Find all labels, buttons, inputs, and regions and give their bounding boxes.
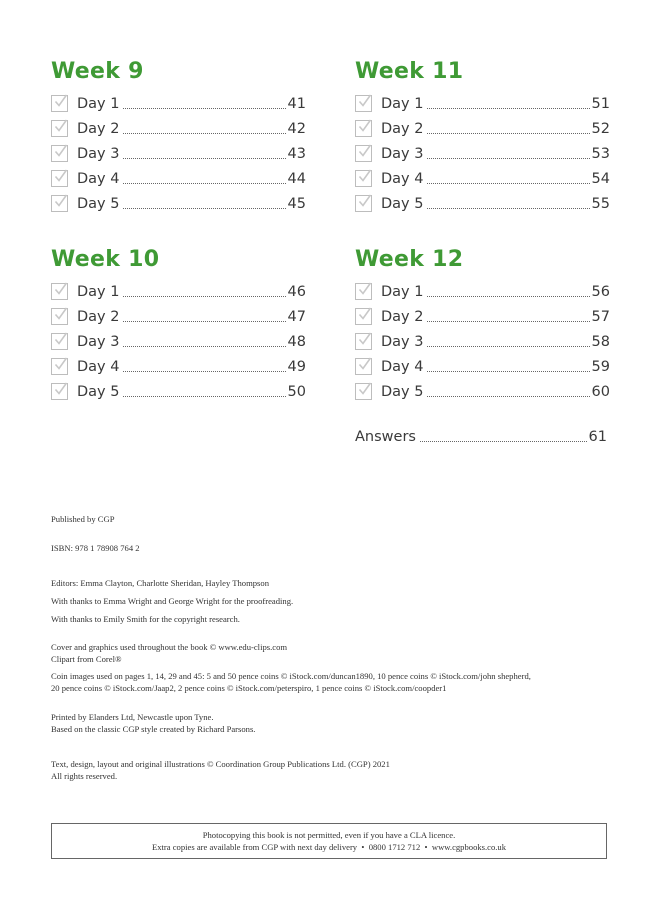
day-entry[interactable] <box>355 304 610 329</box>
day-entry[interactable] <box>355 141 610 166</box>
checkbox-icon[interactable] <box>355 170 372 187</box>
day-label: Day 2 <box>381 120 424 137</box>
leader-dots <box>123 108 285 109</box>
checkbox-icon[interactable] <box>51 308 68 325</box>
week-12-section <box>355 245 610 404</box>
leader-dots <box>123 346 285 347</box>
leader-dots <box>427 396 589 397</box>
day-label: Day 5 <box>77 195 120 212</box>
leader-dots <box>427 183 589 184</box>
page-number: 56 <box>591 283 610 300</box>
day-entry[interactable] <box>355 191 610 216</box>
checkbox-icon[interactable] <box>355 120 372 137</box>
leader-dots <box>123 208 285 209</box>
published-by: Published by CGP <box>51 514 115 524</box>
isbn: ISBN: 978 1 78908 764 2 <box>51 543 140 553</box>
page-number: 58 <box>591 333 610 350</box>
day-entry[interactable] <box>355 279 610 304</box>
checkbox-icon[interactable] <box>51 383 68 400</box>
day-entry[interactable] <box>51 91 306 116</box>
day-entry[interactable] <box>51 379 306 404</box>
day-entry[interactable] <box>355 354 610 379</box>
day-entry[interactable] <box>355 379 610 404</box>
day-entry[interactable] <box>51 166 306 191</box>
leader-dots <box>123 371 285 372</box>
day-label: Day 2 <box>381 308 424 325</box>
page-number: 41 <box>287 95 306 112</box>
page-number: 57 <box>591 308 610 325</box>
page-number: 52 <box>591 120 610 137</box>
leader-dots <box>427 108 589 109</box>
coins-credit-line2: 20 pence coins © iStock.com/Jaap2, 2 pence coins © iStock.com/peterspiro, 1 pence coins © iStock.com/coopder1 <box>51 683 447 693</box>
leader-dots <box>123 396 285 397</box>
checkbox-icon[interactable] <box>51 358 68 375</box>
week-10-section <box>51 245 306 404</box>
day-label: Day 2 <box>77 120 120 137</box>
day-label: Day 1 <box>381 283 424 300</box>
day-entry[interactable] <box>355 91 610 116</box>
checkbox-icon[interactable] <box>51 120 68 137</box>
photocopy-notice <box>51 823 607 859</box>
copyright: Text, design, layout and original illustrations © Coordination Group Publications Ltd. (CGP) 2021 <box>51 759 390 769</box>
clipart-credit: Clipart from Corel® <box>51 654 122 664</box>
leader-dots <box>427 371 589 372</box>
day-label: Day 3 <box>381 333 424 350</box>
week-title: Week 9 <box>51 59 144 84</box>
leader-dots <box>123 133 285 134</box>
leader-dots <box>123 158 285 159</box>
page-number: 43 <box>287 145 306 162</box>
day-label: Day 4 <box>77 358 120 375</box>
page-number: 46 <box>287 283 306 300</box>
day-entry[interactable] <box>51 354 306 379</box>
day-label: Day 5 <box>77 383 120 400</box>
page-number: 53 <box>591 145 610 162</box>
day-entry[interactable] <box>355 329 610 354</box>
printed-by: Printed by Elanders Ltd, Newcastle upon Tyne. <box>51 712 214 722</box>
leader-dots <box>427 296 589 297</box>
page-number: 60 <box>591 383 610 400</box>
page-number: 50 <box>287 383 306 400</box>
notice-line2: Extra copies are available from CGP with next day delivery • 0800 1712 712 • www.cgpbooks.co.uk <box>151 842 507 852</box>
day-label: Day 3 <box>381 145 424 162</box>
day-entry[interactable] <box>51 279 306 304</box>
checkbox-icon[interactable] <box>355 145 372 162</box>
day-label: Day 5 <box>381 383 424 400</box>
day-entry[interactable] <box>355 116 610 141</box>
week-9-section <box>51 57 306 216</box>
page-number: 49 <box>287 358 306 375</box>
day-entry[interactable] <box>51 304 306 329</box>
answers-entry[interactable] <box>355 424 607 449</box>
thanks-proofreading: With thanks to Emma Wright and George Wright for the proofreading. <box>51 596 294 606</box>
week-title: Week 12 <box>355 247 464 272</box>
checkbox-icon[interactable] <box>355 333 372 350</box>
answers-page: 61 <box>588 428 607 445</box>
week-title: Week 10 <box>51 247 160 272</box>
day-label: Day 4 <box>381 358 424 375</box>
week-title: Week 11 <box>355 59 464 84</box>
checkbox-icon[interactable] <box>51 145 68 162</box>
leader-dots <box>427 321 589 322</box>
day-label: Day 3 <box>77 333 120 350</box>
editors: Editors: Emma Clayton, Charlotte Sheridan, Hayley Thompson <box>51 578 269 588</box>
answers-label: Answers <box>355 428 416 445</box>
leader-dots <box>427 346 589 347</box>
leader-dots <box>427 133 589 134</box>
day-label: Day 1 <box>77 95 120 112</box>
day-label: Day 5 <box>381 195 424 212</box>
page-number: 55 <box>591 195 610 212</box>
day-entry[interactable] <box>51 141 306 166</box>
checkbox-icon[interactable] <box>355 195 372 212</box>
day-entry[interactable] <box>51 116 306 141</box>
leader-dots <box>427 208 589 209</box>
checkbox-icon[interactable] <box>51 95 68 112</box>
based-on: Based on the classic CGP style created by Richard Parsons. <box>51 724 256 734</box>
day-entry[interactable] <box>355 166 610 191</box>
checkbox-icon[interactable] <box>355 95 372 112</box>
checkbox-icon[interactable] <box>355 358 372 375</box>
day-label: Day 1 <box>77 283 120 300</box>
page-number: 47 <box>287 308 306 325</box>
rights-reserved: All rights reserved. <box>51 771 118 781</box>
leader-dots <box>123 321 285 322</box>
page-number: 42 <box>287 120 306 137</box>
day-entry[interactable] <box>51 329 306 354</box>
page-number: 59 <box>591 358 610 375</box>
leader-dots <box>123 296 285 297</box>
checkbox-icon[interactable] <box>355 308 372 325</box>
checkbox-icon[interactable] <box>51 333 68 350</box>
day-label: Day 4 <box>381 170 424 187</box>
page-number: 45 <box>287 195 306 212</box>
checkbox-icon[interactable] <box>51 283 68 300</box>
day-label: Day 2 <box>77 308 120 325</box>
checkbox-icon[interactable] <box>355 383 372 400</box>
notice-line1: Photocopying this book is not permitted, even if you have a CLA licence. <box>202 830 456 840</box>
week-11-section <box>355 57 610 216</box>
day-label: Day 4 <box>77 170 120 187</box>
day-label: Day 3 <box>77 145 120 162</box>
page-number: 54 <box>591 170 610 187</box>
page-number: 48 <box>287 333 306 350</box>
coins-credit-line1: Coin images used on pages 1, 14, 29 and 45: 5 and 50 pence coins © iStock.com/duncan1890, 10 pence coins © iStock.com/john shepherd, <box>51 671 531 681</box>
day-label: Day 1 <box>381 95 424 112</box>
day-entry[interactable] <box>51 191 306 216</box>
leader-dots <box>123 183 285 184</box>
leader-dots <box>420 441 587 442</box>
cover-graphics-credit: Cover and graphics used throughout the book © www.edu-clips.com <box>51 642 288 652</box>
page-number: 44 <box>287 170 306 187</box>
checkbox-icon[interactable] <box>355 283 372 300</box>
leader-dots <box>427 158 589 159</box>
page-number: 51 <box>591 95 610 112</box>
checkbox-icon[interactable] <box>51 195 68 212</box>
thanks-copyright: With thanks to Emily Smith for the copyright research. <box>51 614 240 624</box>
checkbox-icon[interactable] <box>51 170 68 187</box>
